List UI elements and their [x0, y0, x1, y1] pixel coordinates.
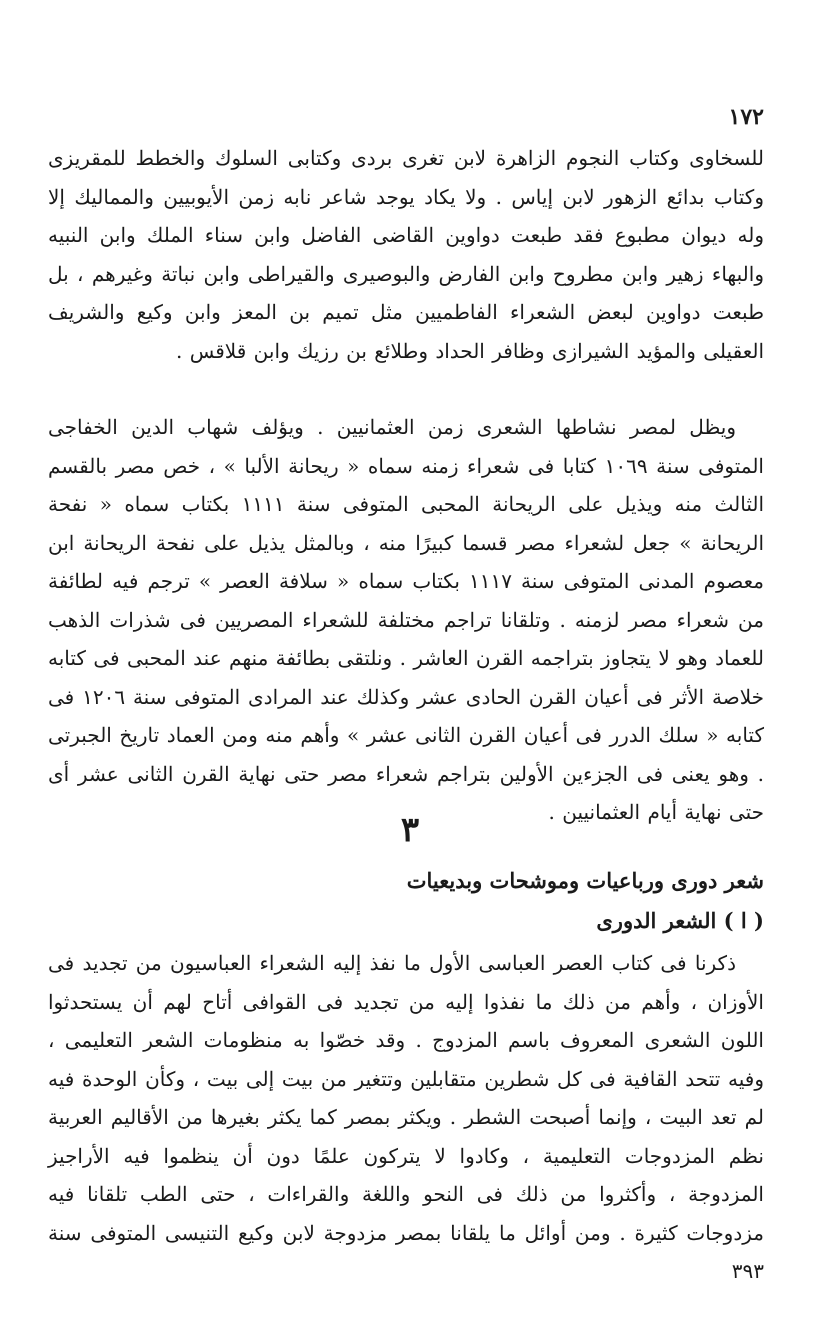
body-text-block-3 — [48, 944, 764, 1291]
section-number: ٣ — [400, 810, 420, 850]
paragraph: للسخاوى وكتاب النجوم الزاهرة لابن تغرى بردى وكتابى السلوك والخطط للمقريزى وكتاب بدائع الزهور لابن إياس . ولا يكاد يوجد شاعر نابه زمن الأيوبيين والمماليك إلا وله ديوان مطبوع فقد طبعت دواوين القاضى الفاضل وابن سناء الملك وابن النبيه والبهاء زهير وابن مطروح وابن الفارض والبوصيرى والقيراطى وابن نباتة وغيرهم ، بل طبعت دواوين لبعض الشعراء الفاطميين مثل تميم بن المعز وابن وكيع والشريف العقيلى والمؤيد الشيرازى وظافر الحداد وطلائع بن رزيك وابن قلاقس . — [48, 146, 764, 363]
body-text-block-1 — [48, 139, 764, 370]
paragraph: ذكرنا فى كتاب العصر العباسى الأول ما نفذ إليه الشعراء العباسيون من تجديد فى الأوزان ، وأهم من ذلك ما نفذوا إليه من تجديد فى القوافى أتاح لهم أن يستحدثوا اللون الشعرى المعروف باسم المزدوج . وقد خصّوا به منظومات الشعر التعليمى ، وفيه تتحد القافية فى كل شطرين متقابلين وتتغير من بيت إلى بيت ، وكأن الوحدة فيه لم تعد البيت ، وإنما أصبحت الشطر . ويكثر بمصر كما يكثر بغيرها من الأقاليم العربية نظم المزدوجات التعليمية ، وكادوا لا يتركون علمًا دون أن ينظموا فيه الأراجيز المزدوجة ، وأكثروا من ذلك فى النحو واللغة والقراءات ، حتى الطب تلقانا فيه مزدوجات كثيرة . ومن أوائل ما يلقانا بمصر مزدوجة لابن وكيع التنيسى المتوفى سنة ٣٩٣ — [48, 951, 764, 1283]
subsection-title: ( ا ) الشعر الدورى — [596, 908, 764, 933]
page-number: ١٧٢ — [728, 104, 764, 130]
body-text-block-2 — [48, 408, 764, 832]
section-title: شعر دورى ورباعيات وموشحات وبديعيات — [406, 868, 764, 893]
paragraph: ويظل لمصر نشاطها الشعرى زمن العثمانيين . ويؤلف شهاب الدين الخفاجى المتوفى سنة ١٠٦٩ كتابا فى شعراء زمنه سماه « ريحانة الألبا » ، خص مصر بالقسم الثالث منه ويذيل على الريحانة المحبى المتوفى سنة ١١١١ بكتاب سماه « نفحة الريحانة » جعل لشعراء مصر قسما كبيرًا منه ، وبالمثل يذيل على نفحة الريحانة ابن معصوم المدنى المتوفى سنة ١١١٧ بكتاب سماه « سلافة العصر » ترجم فيه لطائفة من شعراء مصر لزمنه . وتلقانا تراجم مختلفة للشعراء المصريين فى شذرات الذهب للعماد وهو لا يتجاوز بتراجمه القرن العاشر . ونلتقى بطائفة منهم عند المحبى فى كتابه خلاصة الأثر فى أعيان القرن الحادى عشر وكذلك عند المرادى المتوفى سنة ١٢٠٦ فى كتابه « سلك الدرر فى أعيان القرن الثانى عشر » وأهم منه ومن العماد تاريخ الجبرتى . وهو يعنى فى الجزءين الأولين بتراجم شعراء مصر حتى نهاية القرن الثانى عشر أى حتى نهاية أيام العثمانيين . — [48, 415, 764, 824]
